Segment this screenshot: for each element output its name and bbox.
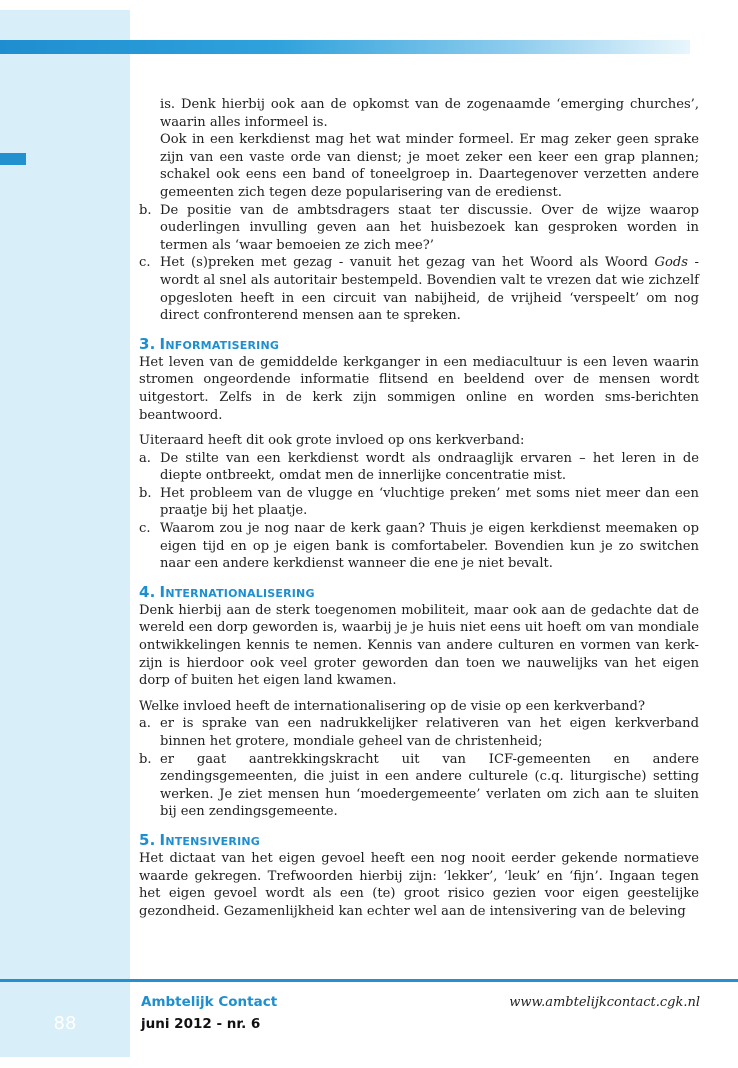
section-3-paragraph-2: Uiteraard heeft dit ook grote invloed op ons kerkverband: — [139, 433, 525, 449]
section-4-heading — [139, 583, 699, 602]
list-item — [139, 485, 699, 520]
section-3-paragraph-1: Het leven van de gemiddelde kerkganger in een mediacultuur is een leven waarin stromen ongeordende informatie flitsend en beeldend over de mensen wordt uitgestort. Zelfs in de kerk zijn sommigen online en worden sms-berichten beantwoord. — [139, 354, 699, 423]
section-3-list — [139, 450, 699, 573]
list-marker: b. — [139, 202, 152, 218]
section-5-heading — [139, 831, 699, 850]
section-title: Intensivering — [159, 830, 260, 849]
list-item — [139, 254, 699, 324]
paragraph-gap — [139, 424, 699, 432]
section-4-paragraph-1: Denk hierbij aan de sterk toegenomen mobiliteit, maar ook aan de gedachte dat de wereld een dorp geworden is, waarbij je je huis niet eens uit hoeft om van mondiale ontwikkelingen kennis te nemen. Kennis van andere culturen en vormen van kerk-zijn is hierdoor ook veel groter geworden dan toen we nauwelijks van het eigen dorp of buiten het eigen land kwamen. — [139, 602, 699, 689]
intro-list — [139, 202, 699, 325]
list-marker: a. — [139, 716, 151, 732]
list-marker: c. — [139, 255, 151, 271]
sidebar-tab-marker — [0, 153, 26, 165]
list-item — [139, 520, 699, 573]
list-marker: b. — [139, 485, 152, 501]
website-url: www.ambtelijkcontact.cgk.nl — [509, 995, 700, 1010]
section-title: Informatisering — [159, 334, 280, 353]
list-item-emphasis: Gods — [654, 255, 688, 271]
list-item — [139, 450, 699, 485]
list-marker: b. — [139, 751, 152, 767]
list-item-text: Het probleem van de vlugge en ‘vluchtige preken’ met soms niet meer dan een praatje bij het plaatje. — [160, 485, 699, 519]
article-body — [139, 96, 699, 920]
section-4-paragraph-2: Welke invloed heeft de internationalisering op de visie op een kerkverband? — [139, 698, 645, 714]
list-item — [139, 751, 699, 821]
list-item-text: Waarom zou je nog naar de kerk gaan? Thuis je eigen kerkdienst meemaken op eigen tijd en op je eigen bank is comfortabeler. Bovendien kun je zo switchen naar een andere kerkdienst wanneer die ene je niet bevalt. — [160, 521, 699, 572]
paragraph-gap — [139, 690, 699, 698]
list-item-text: er is sprake van een nadrukkelijker relativeren van het eigen kerkverband binnen het grotere, mondiale geheel van de christenheid; — [160, 716, 699, 749]
intro-paragraph-1: is. Denk hierbij ook aan de opkomst van de zogenaamde ‘emerging churches’, waarin alles informeel is. — [160, 97, 699, 130]
list-item — [139, 715, 699, 750]
list-item-text: - wordt al snel als autoritair bestempeld. Bovendien valt te vrezen dat wie zichzelf opgesloten heeft in een circuit van nabijheid, de vrijheid ‘verspeelt’ om nog direct confronterend mensen aan te spreken. — [160, 255, 699, 324]
list-item-text: De positie van de ambtsdragers staat ter discussie. Over de wijze waarop ouderlingen invulling geven aan het huisbezoek kan gesproken worden in termen als ‘waar bemoeien ze zich mee?’ — [160, 202, 699, 253]
list-item-text: er gaat aantrekkingskracht uit van ICF-gemeenten en andere zendingsgemeenten, die juist in een andere culturele (c.q. liturgische) setting werken. Je ziet mensen hun ‘moedergemeente’ verlaten om zich aan te sluiten bij een zendingsgemeente. — [160, 751, 699, 820]
section-number: 5. — [139, 830, 156, 849]
footer-rule — [0, 979, 738, 982]
list-item-text: De stilte van een kerkdienst wordt als ondraaglijk ervaren – het leren in de diepte ontbreekt, omdat men de innerlijke concentratie mist. — [160, 450, 699, 484]
section-title: Internationalisering — [159, 582, 315, 601]
section-3-heading — [139, 335, 699, 354]
section-5-paragraph-1: Het dictaat van het eigen gevoel heeft een nog nooit eerder gekende normatieve waarde gekregen. Trefwoorden hierbij zijn: ‘lekker’, ‘leuk’ en ‘fijn’. Ingaan tegen het eigen gevoel wordt als een (te) groot risico gezien voor eigen geestelijke gezondheid. Gezamenlijkheid kan echter wel aan de intensivering van de beleving — [139, 850, 699, 919]
list-marker: c. — [139, 521, 151, 537]
section-4-list — [139, 715, 699, 821]
intro-paragraph-2: Ook in een kerkdienst mag het wat minder formeel. Er mag zeker geen sprake zijn van een vaste orde van dienst; je moet zeker een keer een grap plannen; schakel ook eens een band of toneelgroep in. Daartegenover verzetten andere gemeenten zich tegen deze popularisering van de eredienst. — [160, 132, 699, 200]
issue-label: juni 2012 - nr. 6 — [141, 1016, 261, 1032]
top-gradient-bar — [0, 40, 690, 54]
list-marker: a. — [139, 450, 151, 466]
section-number: 4. — [139, 582, 156, 601]
magazine-name: Ambtelijk Contact — [141, 994, 278, 1010]
left-sidebar-band — [0, 10, 130, 1057]
list-item-text: Het (s)preken met gezag - vanuit het gezag van het Woord als Woord — [160, 255, 655, 271]
list-item — [139, 202, 699, 255]
section-number: 3. — [139, 334, 156, 353]
page-number: 88 — [53, 1013, 77, 1034]
